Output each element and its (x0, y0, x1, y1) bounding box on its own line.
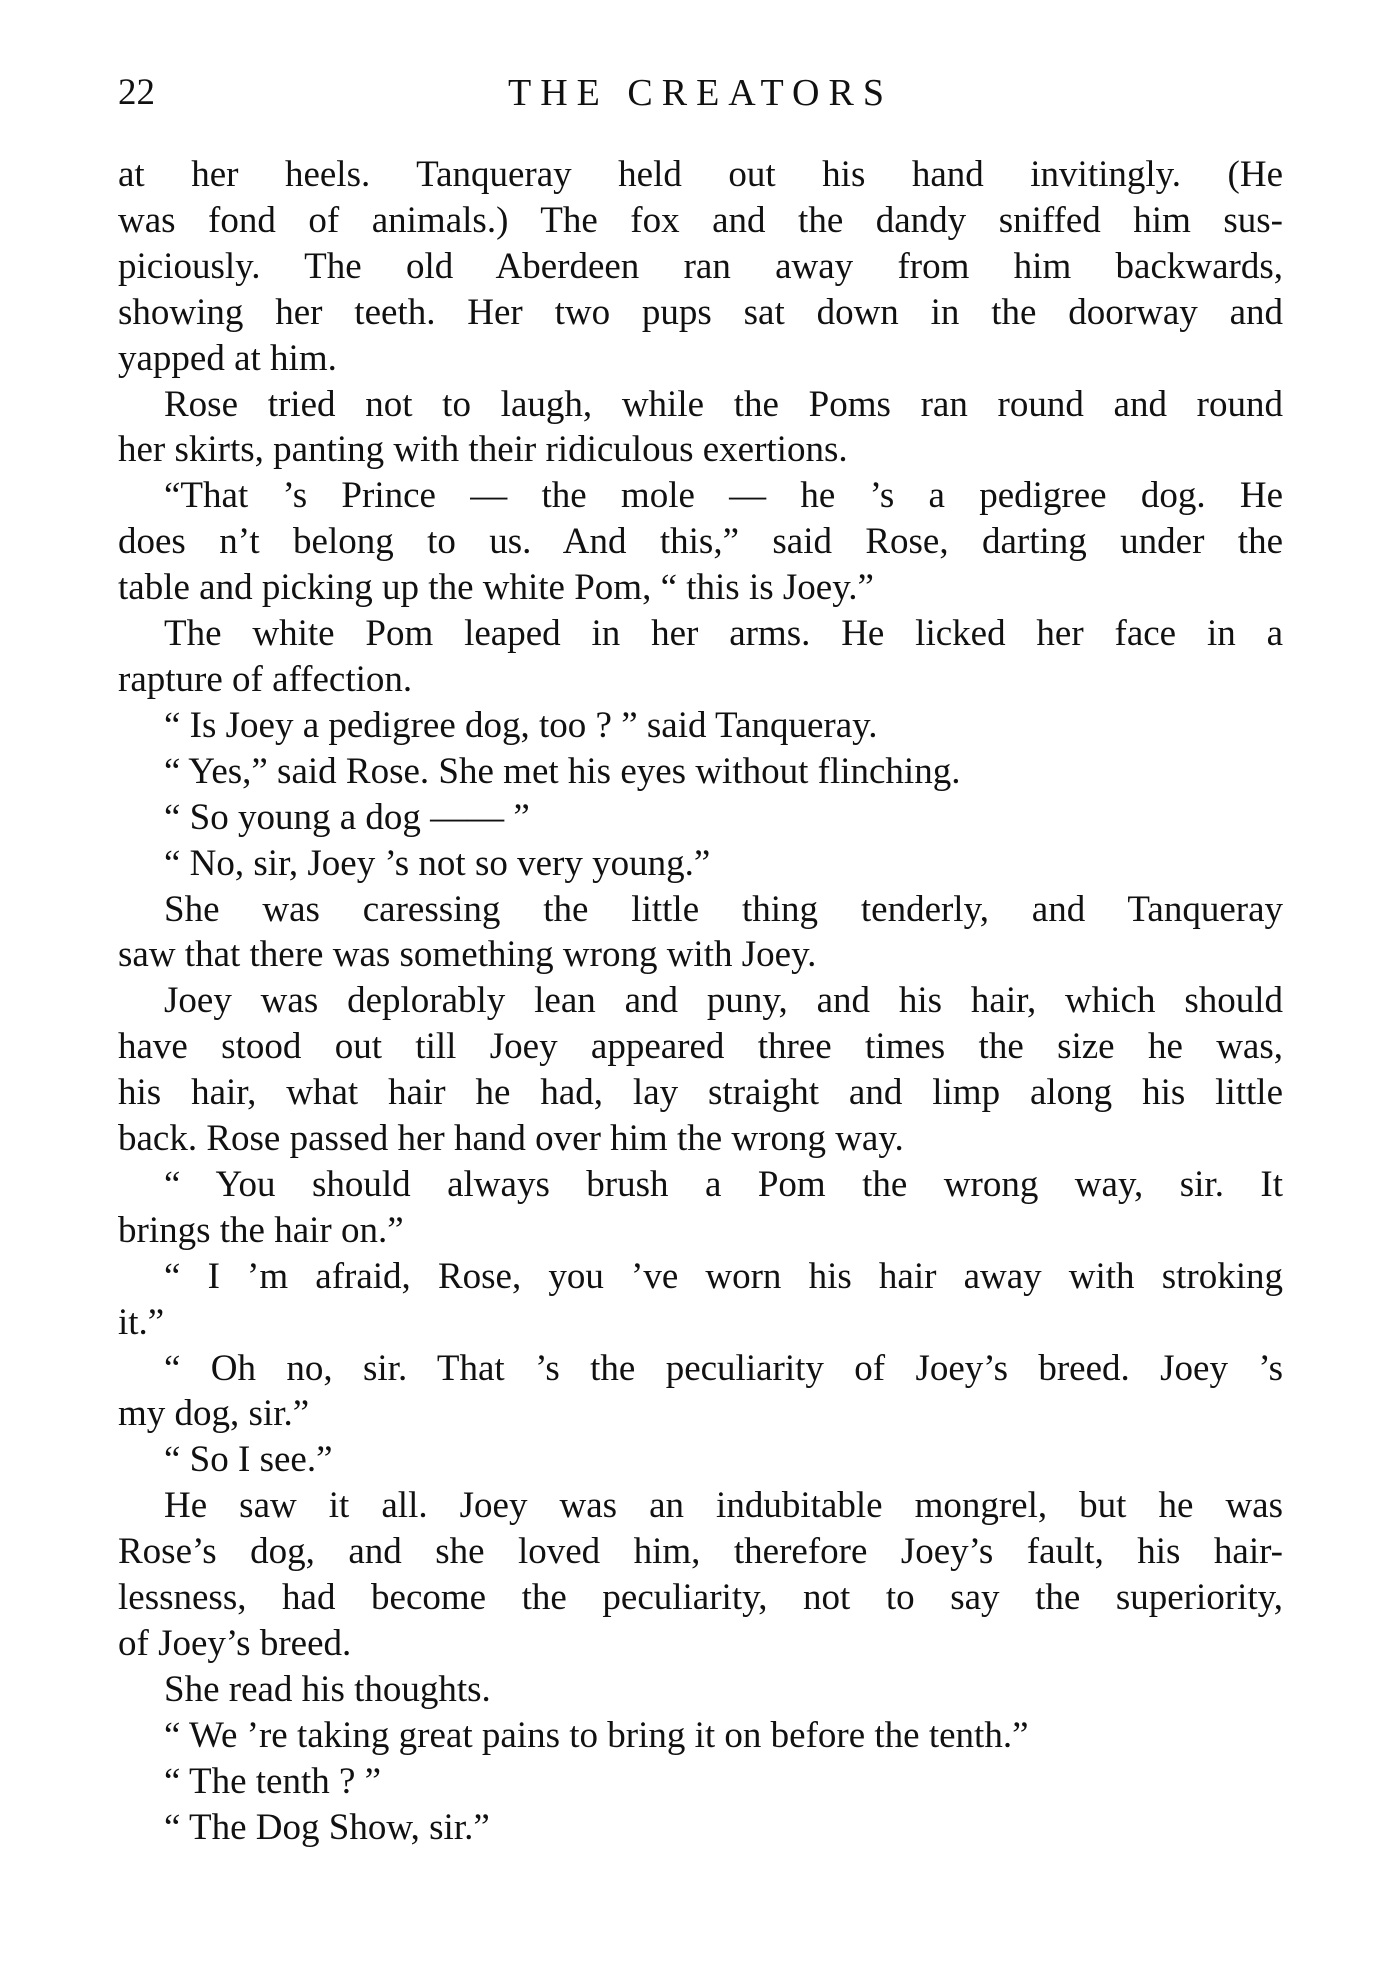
text-line: yapped at him. (118, 337, 337, 379)
text-line: “ So young a dog —— ” (164, 796, 530, 838)
text-line: rapture of affection. (118, 658, 413, 700)
page-number: 22 (118, 72, 155, 113)
paragraph (118, 1437, 1283, 1483)
paragraph (118, 978, 1283, 1162)
book-title: THE CREATORS (508, 72, 893, 114)
text-line: back. Rose passed her hand over him the wrong way. (118, 1118, 904, 1160)
text-line: She was caressing the little thing tenderly, and Tanqueray (164, 888, 1283, 930)
text-line: Joey was deplorably lean and puny, and his hair, which should (164, 980, 1283, 1022)
text-line: was fond of animals.) The fox and the dandy sniffed him sus- (118, 199, 1283, 241)
text-line: have stood out till Joey appeared three times the size he was, (118, 1026, 1283, 1068)
text-line: The white Pom leaped in her arms. He licked her face in a (164, 613, 1283, 655)
paragraph (118, 1667, 1283, 1713)
text-line: “ You should always brush a Pom the wrong way, sir. It (164, 1163, 1283, 1205)
text-line: at her heels. Tanqueray held out his hand invitingly. (He (118, 154, 1283, 195)
text-line: “ I ’m afraid, Rose, you ’ve worn his hair away with stroking (164, 1255, 1283, 1297)
text-line: table and picking up the white Pom, “ this is Joey.” (118, 567, 874, 609)
paragraph (118, 152, 1283, 382)
text-line: his hair, what hair he had, lay straight and limp along his little (118, 1072, 1283, 1114)
paragraph (118, 1162, 1283, 1254)
text-line: “ Oh no, sir. That ’s the peculiarity of Joey’s breed. Joey ’s (164, 1347, 1283, 1389)
paragraph (118, 1713, 1283, 1759)
text-line: Rose’s dog, and she loved him, therefore Joey’s fault, his hair- (118, 1531, 1283, 1573)
paragraph (118, 703, 1283, 749)
text-line: “ The Dog Show, sir.” (164, 1806, 490, 1848)
paragraph (118, 473, 1283, 611)
paragraph (118, 795, 1283, 841)
running-head (118, 68, 1283, 118)
paragraph (118, 382, 1283, 474)
text-line: lessness, had become the peculiarity, not to say the superiority, (118, 1577, 1283, 1619)
paragraph (118, 1483, 1283, 1667)
text-line: my dog, sir.” (118, 1393, 310, 1435)
paragraph (118, 1759, 1283, 1805)
paragraph (118, 1254, 1283, 1346)
paragraph (118, 887, 1283, 979)
text-line: it.” (118, 1301, 165, 1343)
text-line: “ Yes,” said Rose. She met his eyes without flinching. (164, 750, 961, 792)
text-line: brings the hair on.” (118, 1209, 404, 1251)
text-line: “ We ’re taking great pains to bring it on before the tenth.” (164, 1714, 1029, 1756)
text-line: piciously. The old Aberdeen ran away from him backwards, (118, 245, 1283, 287)
text-line: does n’t belong to us. And this,” said Rose, darting under the (118, 521, 1283, 563)
text-line: showing her teeth. Her two pups sat down in the doorway and (118, 291, 1283, 333)
paragraph (118, 1346, 1283, 1438)
paragraph (118, 611, 1283, 703)
text-line: of Joey’s breed. (118, 1623, 352, 1664)
text-line: “ So I see.” (164, 1439, 333, 1481)
text-line: He saw it all. Joey was an indubitable mongrel, but he was (164, 1485, 1283, 1527)
text-line: Rose tried not to laugh, while the Poms ran round and round (164, 383, 1283, 425)
text-line: saw that there was something wrong with Joey. (118, 934, 817, 976)
paragraph (118, 749, 1283, 795)
body-text (118, 152, 1283, 1851)
text-line: She read his thoughts. (164, 1668, 491, 1710)
paragraph (118, 841, 1283, 887)
paragraph (118, 1805, 1283, 1851)
text-line: “ Is Joey a pedigree dog, too ? ” said Tanqueray. (164, 704, 878, 746)
text-line: “ The tenth ? ” (164, 1760, 382, 1802)
text-line: her skirts, panting with their ridiculous exertions. (118, 429, 848, 471)
text-line: “That ’s Prince — the mole — he ’s a pedigree dog. He (164, 475, 1283, 517)
text-line: “ No, sir, Joey ’s not so very young.” (164, 842, 711, 884)
